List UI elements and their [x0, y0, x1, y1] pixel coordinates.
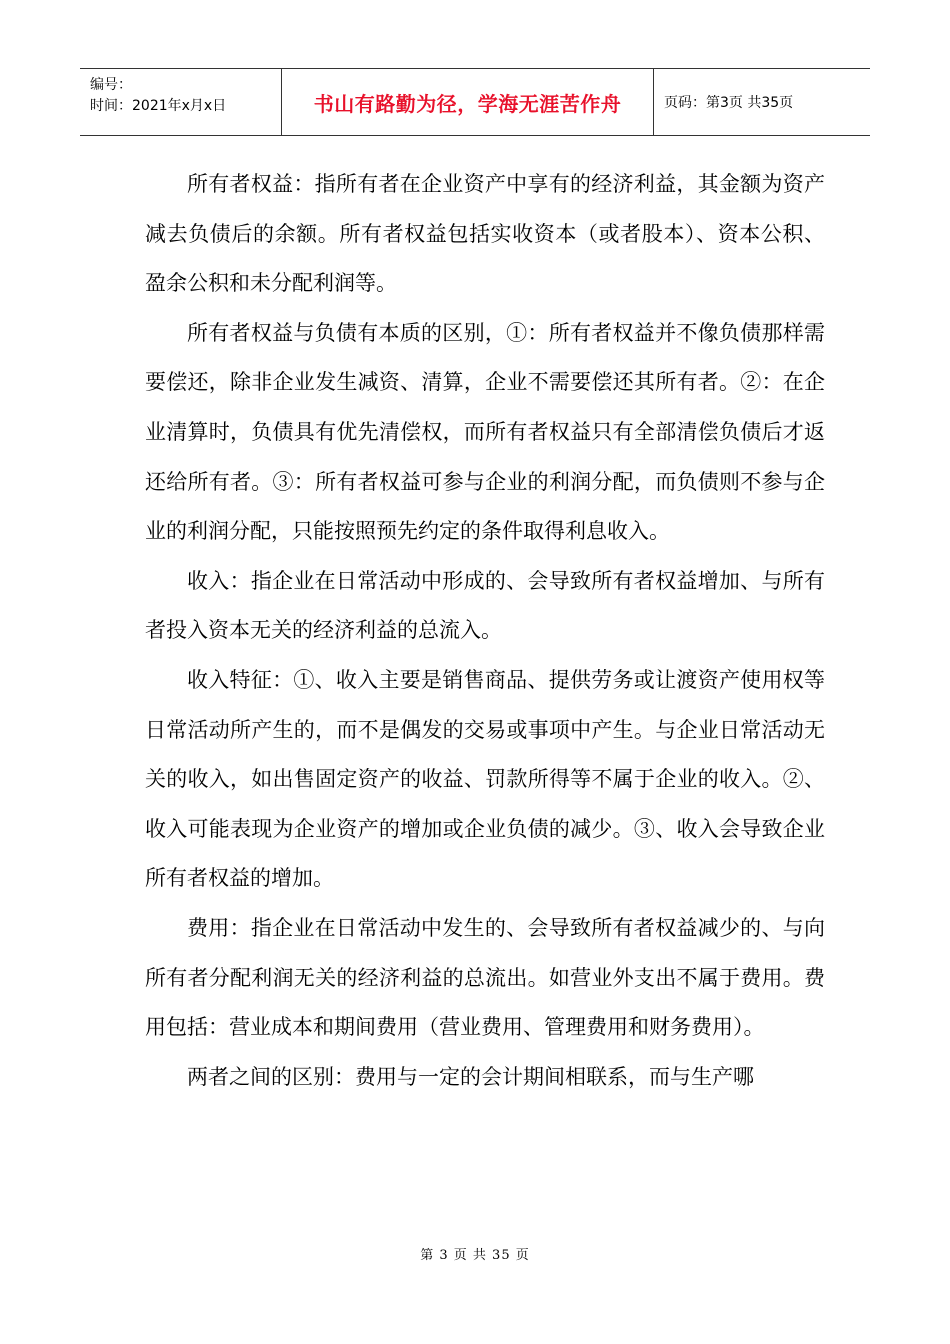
paragraph-revenue: 收入：指企业在日常活动中形成的、会导致所有者权益增加、与所有者投入资本无关的经济利益的总流入。 [145, 568, 825, 643]
paragraph-revenue-features: 收入特征：①、收入主要是销售商品、提供劳务或让渡资产使用权等日常活动所产生的，而不是偶发的交易或事项中产生。与企业日常活动无关的收入，如出售固定资产的收益、罚款所得等不属于企业的收入。②、收入可能表现为企业资产的增加或企业负债的减少。③、收入会导致企业所有者权益的增加。 [145, 667, 825, 891]
document-time-label: 时间：2021年x月x日 [90, 98, 227, 114]
paragraph-difference: 两者之间的区别：费用与一定的会计期间相联系，而与生产哪 [187, 1064, 754, 1089]
paragraph-owners-equity: 所有者权益：指所有者在企业资产中享有的经济利益，其金额为资产减去负债后的余额。所有者权益包括实收资本（或者股本）、资本公积、盈余公积和未分配利润等。 [145, 172, 825, 296]
header-page-info: 页码：第3页 共35页 [664, 95, 794, 111]
header-motto-cell [282, 69, 654, 135]
document-number-label: 编号： [90, 77, 132, 93]
paragraph-equity-vs-liability: 所有者权益与负债有本质的区别，①：所有者权益并不像负债那样需要偿还，除非企业发生减资、清算，企业不需要偿还其所有者。②：在企业清算时，负债具有优先清偿权，而所有者权益只有全部清偿负债后才返还给所有者。③：所有者权益可参与企业的利润分配，而负债则不参与企业的利润分配，只能按照预先约定的条件取得利息收入。 [145, 320, 825, 544]
header-page-cell [654, 69, 870, 135]
header-motto: 书山有路勤为径，学海无涯苦作舟 [313, 91, 622, 116]
page-header [80, 68, 870, 136]
page-footer: 第 3 页 共 35 页 [420, 1248, 530, 1263]
document-body [145, 160, 825, 1102]
header-meta-cell [80, 69, 282, 135]
paragraph-expenses: 费用：指企业在日常活动中发生的、会导致所有者权益减少的、与向所有者分配利润无关的经济利益的总流出。如营业外支出不属于费用。费用包括：营业成本和期间费用（营业费用、管理费用和财务费用）。 [145, 915, 825, 1040]
